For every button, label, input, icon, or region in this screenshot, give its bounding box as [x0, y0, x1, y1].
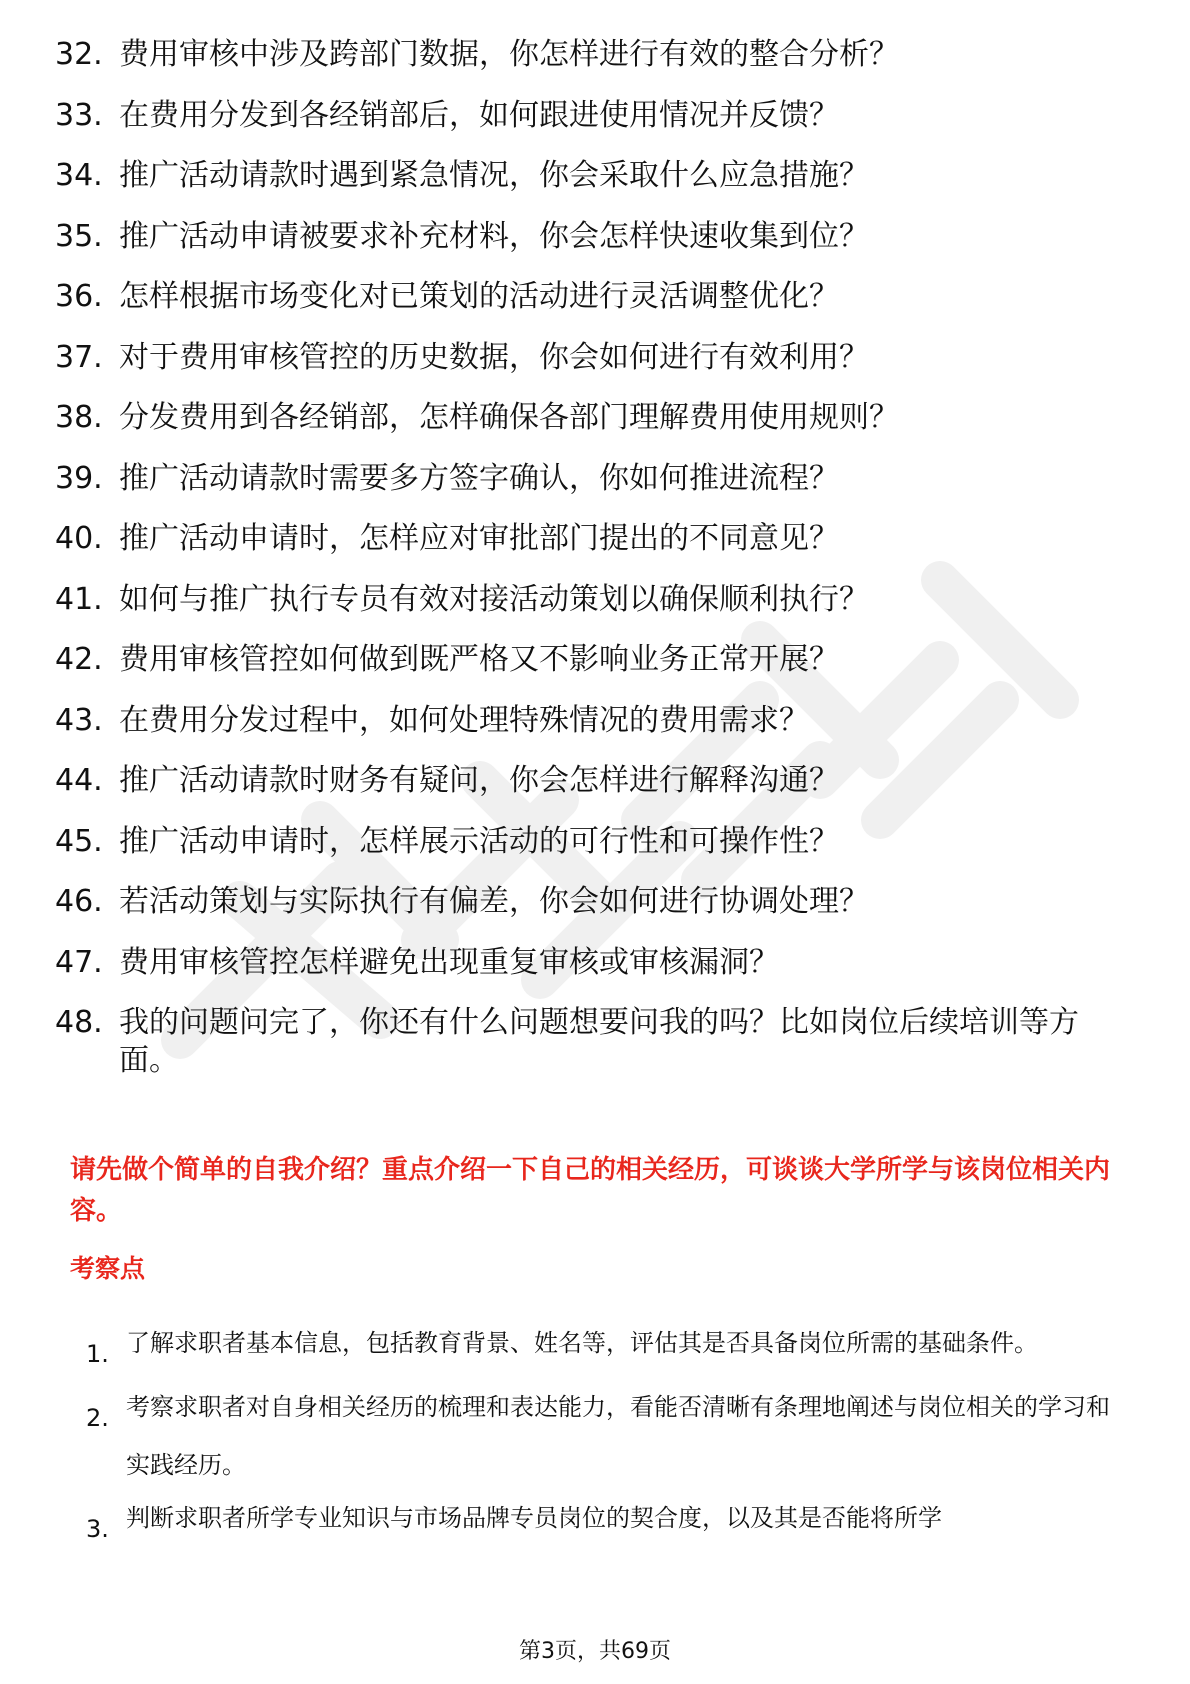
section-question-title: 请先做个简单的自我介绍？重点介绍一下自己的相关经历，可谈谈大学所学与该岗位相关内容。	[70, 1155, 1111, 1226]
question-list	[55, 36, 1135, 1103]
question-item: 45. 推广活动申请时，怎样展示活动的可行性和可操作性？	[55, 823, 839, 859]
question-item: 33. 在费用分发到各经销部后，如何跟进使用情况并反馈？	[55, 97, 839, 133]
question-item: 34. 推广活动请款时遇到紧急情况，你会采取什么应急措施？	[55, 158, 869, 193]
point-item: 2. 考察求职者对自身相关经历的梳理和表达能力，看能否清晰有条理地阐述与岗位相关的学习和实践经历。	[86, 1393, 1110, 1479]
question-item: 43. 在费用分发过程中，如何处理特殊情况的费用需求？	[55, 702, 809, 738]
points-heading: 考察点	[70, 1254, 146, 1283]
point-item: 3. 判断求职者所学专业知识与市场品牌专员岗位的契合度，以及其是否能将所学	[86, 1504, 942, 1543]
points-list	[86, 1325, 1126, 1564]
question-item: 38. 分发费用到各经销部，怎样确保各部门理解费用使用规则？	[55, 400, 899, 435]
page-number-footer: 第3页，共69页	[519, 1639, 671, 1664]
question-item: 36. 怎样根据市场变化对已策划的活动进行灵活调整优化？	[55, 279, 839, 314]
question-item: 42. 费用审核管控如何做到既严格又不影响业务正常开展？	[55, 642, 839, 677]
question-item: 48. 我的问题问完了，你还有什么问题想要问我的吗？比如岗位后续培训等方面。	[55, 1005, 1079, 1078]
question-item: 40. 推广活动申请时，怎样应对审批部门提出的不同意见？	[55, 521, 839, 556]
question-item: 37. 对于费用审核管控的历史数据，你会如何进行有效利用？	[55, 339, 869, 375]
question-item: 44. 推广活动请款时财务有疑问，你会怎样进行解释沟通？	[55, 763, 839, 798]
question-item: 47. 费用审核管控怎样避免出现重复审核或审核漏洞？	[55, 944, 779, 980]
question-item: 32. 费用审核中涉及跨部门数据，你怎样进行有效的整合分析？	[55, 37, 899, 72]
question-item: 35. 推广活动申请被要求补充材料，你会怎样快速收集到位？	[55, 218, 869, 254]
point-item: 1. 了解求职者基本信息，包括教育背景、姓名等，评估其是否具备岗位所需的基础条件。	[86, 1329, 1038, 1368]
question-item: 39. 推广活动请款时需要多方签字确认，你如何推进流程？	[55, 460, 839, 496]
question-item: 46. 若活动策划与实际执行有偏差，你会如何进行协调处理？	[55, 884, 869, 919]
question-item: 41. 如何与推广执行专员有效对接活动策划以确保顺利执行？	[55, 581, 869, 617]
